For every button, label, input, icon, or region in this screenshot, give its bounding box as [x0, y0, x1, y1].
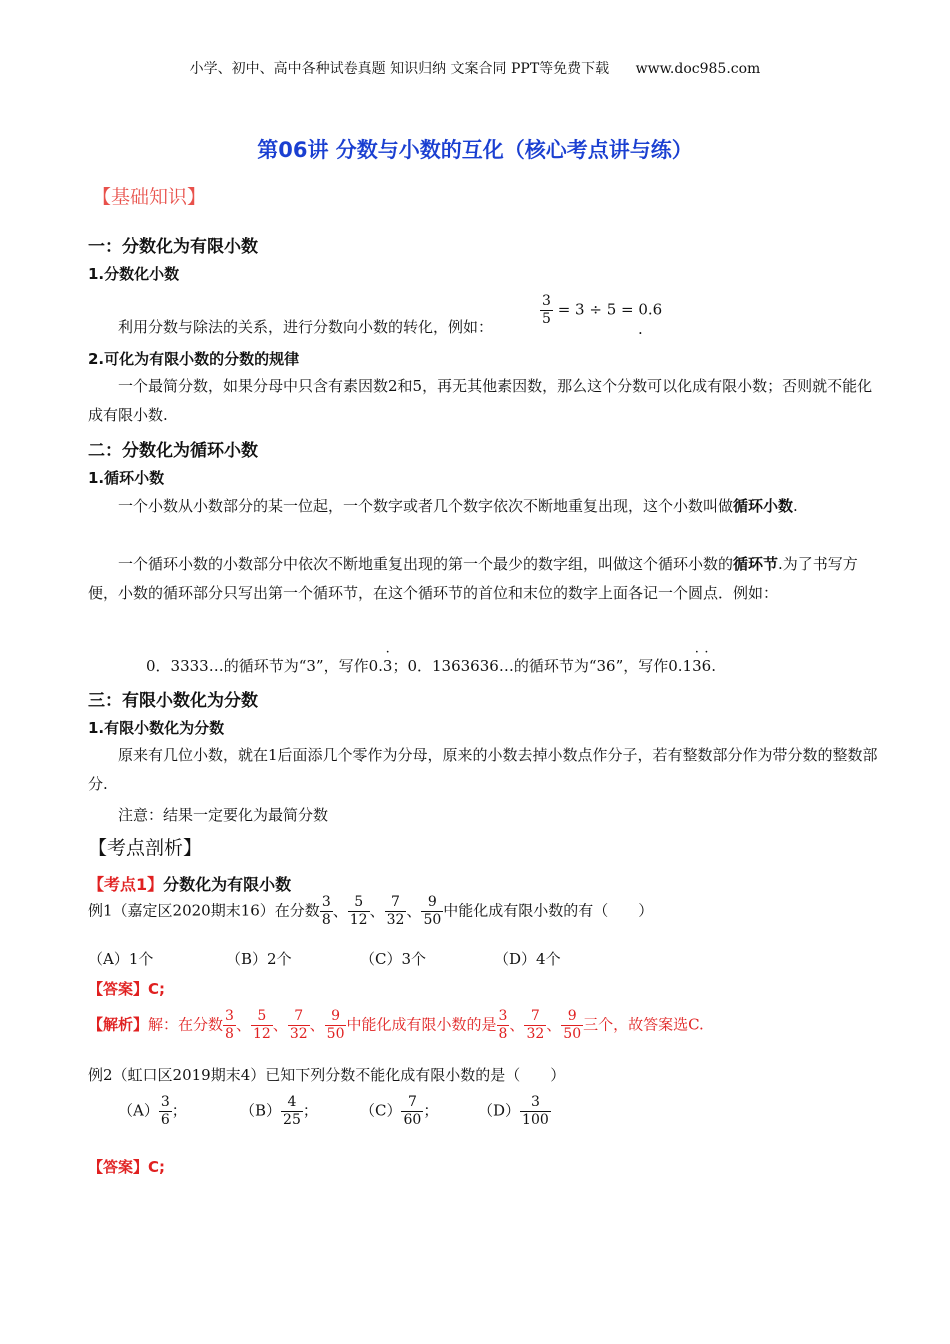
- numerator: 5: [354, 894, 364, 910]
- section2-heading: 二：分数化为循环小数: [88, 441, 258, 461]
- ex1-fraction-list: [320, 894, 443, 928]
- numerator: 7: [391, 894, 400, 910]
- denominator: 32: [526, 1026, 545, 1042]
- denominator: 12: [349, 912, 368, 928]
- option-end: ；: [171, 1101, 187, 1120]
- ex1-q-post: 中能化成有限小数的有（ ）: [443, 901, 654, 920]
- option-label: （B）: [240, 1101, 282, 1120]
- ex2-option-b: [240, 1094, 318, 1129]
- ex2-option-d: [478, 1094, 551, 1129]
- fraction: [520, 1094, 551, 1129]
- example-mid-text: ；0．1363636…的循环节为“36”，写作: [392, 657, 669, 675]
- numerator: 9: [567, 1008, 577, 1024]
- numerator: 3: [542, 293, 551, 309]
- ex1-q-pre: 例1（嘉定区2020期末16）在分数: [88, 901, 320, 920]
- recurring-value-b: 0.1· 3· 6: [668, 657, 711, 675]
- analysis-label: 【解析】: [88, 1015, 149, 1034]
- header-text: 小学、初中、高中各种试卷真题 知识归纳 文案合同 PPT等免费下载: [189, 61, 610, 77]
- numerator: 7: [407, 1094, 417, 1110]
- section1-p2: 一个最简分数，如果分母中只含有素因数2和5，再无其他素因数，那么这个分数可以化成有限小数；否则就不能化成有限小数.: [88, 377, 873, 424]
- numerator: 3: [498, 1008, 508, 1024]
- numerator: 7: [294, 1008, 304, 1024]
- denominator: 12: [252, 1026, 271, 1042]
- option-label: （D）: [478, 1101, 521, 1120]
- section2-p1: [88, 492, 878, 521]
- numerator: 3: [225, 1008, 234, 1024]
- option-end: ；: [423, 1101, 439, 1120]
- numerator: 9: [331, 1008, 341, 1024]
- analysis-post: 三个，故答案选C.: [583, 1015, 704, 1034]
- p1-text: 一个小数从小数部分的某一位起，一个数字或者几个数字依次不断地重复出现，这个小数叫做: [118, 497, 734, 515]
- fraction: [561, 1008, 583, 1043]
- term-repetend: 循环节: [733, 555, 779, 573]
- fraction: [325, 1008, 347, 1043]
- ex2-question: 例2（虹口区2019期末4）已知下列分数不能化成有限小数的是（ ）: [88, 1066, 566, 1084]
- denominator: 50: [326, 1026, 345, 1042]
- fraction-separator: 、: [332, 901, 348, 920]
- numerator: 3: [160, 1094, 170, 1110]
- numerator: 3: [530, 1094, 540, 1110]
- analysis-fraction-list: [223, 1008, 346, 1042]
- kp1-heading: [88, 872, 291, 895]
- page-header: [0, 58, 950, 78]
- fraction-separator: 、: [272, 1015, 288, 1034]
- ex1-question: [88, 894, 653, 929]
- answer-label: 【答案】: [88, 1158, 149, 1176]
- section2-sub1: 1.循环小数: [88, 469, 165, 487]
- ex1-option-d: （D）4个: [494, 950, 561, 968]
- section2-p2: [88, 550, 878, 608]
- p2-text: 一个循环小数的小数部分中依次不断地重复出现的第一个最少的数字组，叫做这个循环小数的: [118, 555, 734, 573]
- option-end: ；: [302, 1101, 318, 1120]
- answer-value: C;: [148, 1158, 166, 1176]
- section3-heading: 三：有限小数化为分数: [88, 691, 258, 711]
- numerator: 4: [287, 1094, 297, 1110]
- option-label: （C）: [360, 1101, 402, 1120]
- fraction-separator: 、: [509, 1015, 525, 1034]
- denominator: 8: [498, 1026, 508, 1042]
- fraction: [281, 1094, 303, 1129]
- fraction-separator: 、: [369, 901, 385, 920]
- example-a-text: 0．3333…的循环节为“3”，写作: [146, 657, 369, 675]
- section1-p1: [118, 316, 493, 337]
- fraction: [251, 1008, 273, 1043]
- answer-label: 【答案】: [88, 980, 149, 998]
- fraction: [524, 1008, 546, 1043]
- example-end: .: [711, 657, 716, 675]
- header-site-link[interactable]: www.doc985.com: [635, 61, 761, 77]
- recurring-example-line: [146, 655, 716, 676]
- analysis-result-fractions: [497, 1008, 584, 1042]
- denominator: 5: [542, 311, 551, 327]
- numerator: 3: [321, 894, 331, 910]
- example-fraction-equation: [540, 293, 662, 328]
- denominator: 100: [522, 1112, 549, 1128]
- answer-value: C;: [148, 980, 166, 998]
- ex2-answer: [88, 1156, 165, 1177]
- denominator: 60: [403, 1112, 422, 1128]
- fraction: [421, 894, 443, 929]
- section1-sub1: 1.分数化小数: [88, 265, 180, 283]
- ex1-option-b: （B）2个: [226, 950, 292, 968]
- fraction: [385, 894, 407, 929]
- fraction: [401, 1094, 423, 1129]
- fraction-separator: 、: [406, 901, 422, 920]
- fraction: [288, 1008, 310, 1043]
- denominator: 6: [160, 1112, 170, 1128]
- example-period: .: [638, 320, 643, 338]
- fraction-separator: 、: [309, 1015, 325, 1034]
- kp1-text: 分数化为有限小数: [163, 875, 292, 894]
- section3-sub1: 1.有限小数化为分数: [88, 719, 225, 737]
- denominator: 25: [283, 1112, 301, 1128]
- ex2-option-c: [360, 1094, 438, 1129]
- fraction: [497, 1008, 510, 1043]
- numerator: 9: [427, 894, 437, 910]
- denominator: 50: [563, 1026, 582, 1042]
- analysis-pre: 解：在分数: [148, 1015, 224, 1034]
- basic-knowledge-tag: 【基础知识】: [92, 186, 207, 208]
- numerator: 7: [530, 1008, 540, 1024]
- recurring-value-a: 0.· 3: [369, 657, 393, 675]
- section3-note: 注意：结果一定要化为最简分数: [118, 806, 329, 824]
- denominator: 32: [289, 1026, 308, 1042]
- fraction-separator: 、: [235, 1015, 251, 1034]
- option-label: （A）: [118, 1101, 159, 1120]
- denominator: 32: [386, 912, 405, 928]
- section3-p1: 原来有几位小数，就在1后面添几个零作为分母，原来的小数去掉小数点作分子，若有整数部分作为带分数的整数部分.: [88, 746, 878, 793]
- analysis-mid: 中能化成有限小数的是: [346, 1015, 497, 1034]
- section1-sub2: 2.可化为有限小数的分数的规律: [88, 350, 300, 368]
- ex1-option-c: （C）3个: [360, 950, 427, 968]
- p1-end: .: [793, 497, 798, 515]
- denominator: 50: [423, 912, 442, 928]
- fraction: [540, 293, 553, 328]
- section1-p1-text: 利用分数与除法的关系，进行分数向小数的转化，例如：: [118, 318, 494, 336]
- denominator: 8: [225, 1026, 234, 1042]
- fraction-separator: 、: [546, 1015, 562, 1034]
- denominator: 8: [321, 912, 331, 928]
- fraction: [348, 894, 370, 929]
- kp1-label: 【考点1】: [88, 875, 164, 894]
- ex1-option-a: （A）1个: [88, 950, 154, 968]
- fraction: [223, 1008, 236, 1043]
- p2-rest: .为了书写方便，小数的循环部分只写出第一个循环节，在这个循环节的首位和末位的数字上面各记一个圆点．例如：: [88, 555, 858, 602]
- section1-heading: 一：分数化为有限小数: [88, 237, 258, 257]
- fraction: [159, 1094, 172, 1129]
- ex2-option-a: [118, 1094, 187, 1129]
- page-title: 第06讲 分数与小数的互化（核心考点讲与练）: [257, 138, 693, 162]
- ex1-answer: [88, 978, 165, 999]
- numerator: 5: [257, 1008, 267, 1024]
- ex1-analysis: [88, 1008, 704, 1043]
- term-recurring-decimal: 循环小数: [733, 497, 794, 515]
- analysis-tag: 【考点剖析】: [88, 837, 203, 859]
- equation-rest: = 3 ÷ 5 = 0.6: [557, 300, 663, 319]
- fraction: [320, 894, 333, 929]
